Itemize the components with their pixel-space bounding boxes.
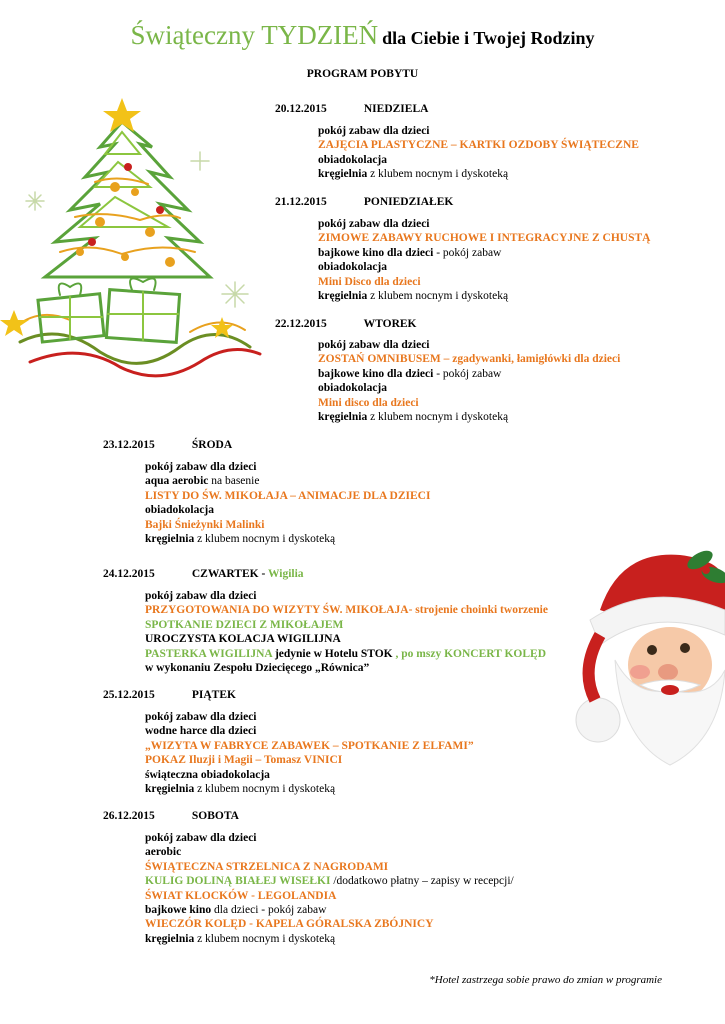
activity-text: pokój zabaw dla dzieci [145,461,257,473]
activity-text: POKAZ Iluzji i Magii – Tomasz VINICI [145,754,343,767]
day-date: 20.12.2015 [275,103,327,115]
activity-line [145,661,548,675]
activity-text: pokój zabaw dla dzieci [145,832,257,844]
activity-line [318,396,620,410]
activity-text: z klubem nocnym i dyskoteką [367,168,509,181]
day-header: 24.12.2015 CZWARTEK - Wigilia [103,568,304,580]
activity-text: - strojenie choinki tworzenie [408,604,548,617]
activity-line [318,367,620,381]
activity-text: w wykonaniu Zespołu Dziecięcego „Równica” [145,662,370,675]
activity-line [318,275,650,289]
activity-line [145,739,474,753]
activity-line [145,589,548,603]
activity-text: pokój zabaw dla dzieci [318,339,430,351]
activity-text: Mini Disco dla dzieci [318,275,421,288]
activity-text: kręgielnia [145,533,195,546]
activity-line [318,381,620,395]
activity-text: obiadokolacja [318,153,388,166]
day-header [103,439,232,451]
activity-line [145,768,474,782]
day-header [275,318,417,330]
activity-line [318,138,639,152]
activity-text: UROCZYSTA KOLACJA WIGILIJNA [145,633,341,646]
activity-text: kręgielnia [145,783,195,796]
day-activities [318,124,639,182]
activity-line [318,260,650,274]
activity-line [145,917,514,931]
activity-line [145,474,430,488]
activity-line [318,167,639,181]
activity-text: ŚWIĄTECZNA STRZELNICA Z NAGRODAMI [145,860,389,873]
footnote: *Hotel zastrzega sobie prawo do zmian w programie [429,974,662,986]
program-subtitle: PROGRAM POBYTU [306,68,419,80]
activity-line [145,489,430,503]
title-highlight: Świąteczny TYDZIEŃ [130,20,379,50]
activity-line [318,246,650,260]
day-header [275,196,453,208]
activity-text: dla dzieci - pokój zabaw [211,904,327,917]
activity-text: na basenie [208,475,260,488]
activity-line [145,518,430,532]
day-activities [145,460,430,546]
day-date: 25.12.2015 [103,689,155,701]
activity-text: KULIG DOLINĄ BIAŁEJ WISEŁKI [145,875,331,888]
activity-line [318,231,650,245]
activity-text: kręgielnia [145,932,195,945]
activity-text: PRZYGOTOWANIA DO WIZYTY ŚW. MIKOŁAJA [145,604,409,617]
activity-line [145,831,514,845]
document-title [0,20,725,51]
christmas-tree-illustration [0,92,268,398]
day-name: WTOREK [363,318,417,330]
activity-text: WIECZÓR KOLĘD - KAPELA GÓRALSKA ZBÓJNICY [145,918,434,931]
activity-line [318,338,620,352]
activity-text: pokój zabaw dla dzieci [318,218,430,230]
activity-line [145,532,430,546]
activity-line [318,352,620,366]
day-date: 23.12.2015 [103,439,155,451]
activity-line [318,289,650,303]
activity-line [145,782,474,796]
activity-text: obiadokolacja [318,382,388,395]
activity-text: aqua aerobic [145,475,209,488]
activity-text: SPOTKANIE DZIECI Z MIKOŁAJEM [145,618,344,631]
activity-text: , po mszy KONCERT KOLĘD [392,647,547,660]
activity-text: - pokój zabaw [433,246,502,259]
day-activities [318,338,620,424]
day-header [103,810,239,822]
activity-text: bajkowe kino dla dzieci [318,246,434,259]
day-header [103,689,236,701]
activity-text: z klubem nocnym i dyskoteką [367,290,509,303]
activity-text: LISTY DO ŚW. MIKOŁAJA – ANIMACJE DLA DZIECI [145,489,431,502]
activity-line [318,124,639,138]
day-extra: Wigilia [267,568,304,580]
activity-line [145,710,474,724]
day-name: ŚRODA [191,439,233,451]
activity-text: ŚWIAT KLOCKÓW - LEGOLANDIA [145,889,337,902]
activity-text: ZAJĘCIA PLASTYCZNE – KARTKI OZDOBY ŚWIĄTECZNE [318,139,639,152]
day-name: CZWARTEK [191,568,259,580]
activity-text: kręgielnia [318,290,368,303]
activity-text: obiadokolacja [145,504,215,517]
day-activities [318,217,650,303]
day-date: 22.12.2015 [275,318,327,330]
activity-text: Mini disco dla dzieci [318,396,419,409]
activity-text: pokój zabaw dla dzieci [318,125,430,137]
activity-line [145,603,548,617]
activity-text: ZIMOWE ZABAWY RUCHOWE I INTEGRACYJNE Z CHUSTĄ [318,232,651,245]
activity-text: jedynie w Hotelu STOK [272,647,393,660]
activity-text: świąteczna obiadokolacja [145,768,270,781]
activity-line [145,647,548,661]
activity-text: pokój zabaw dla dzieci [145,590,257,602]
activity-text: z klubem nocnym i dyskoteką [194,783,336,796]
activity-line [145,932,514,946]
activity-line [318,217,650,231]
activity-text: „WIZYTA W FABRYCE ZABAWEK – SPOTKANIE Z ELFAMI” [145,739,474,752]
activity-text: /dodatkowo płatny – zapisy w recepcji/ [330,875,514,888]
activity-text: aerobic [145,846,182,859]
activity-text: kręgielnia [318,168,368,181]
activity-text: PASTERKA WIGILIJNA [145,647,273,660]
activity-line [145,618,548,632]
day-name: SOBOTA [191,810,239,822]
activity-line [145,860,514,874]
activity-line [145,874,514,888]
activity-text: Bajki Śnieżynki Malinki [145,518,265,531]
day-date: 24.12.2015 [103,568,155,580]
activity-text: bajkowe kino [145,904,212,917]
day-date: 21.12.2015 [275,196,327,208]
day-activities [145,710,474,796]
activity-line [145,889,514,903]
activity-line [318,153,639,167]
activity-line [145,460,430,474]
day-name: PIĄTEK [191,689,236,701]
activity-text: z klubem nocnym i dyskoteką [367,411,509,424]
activity-text: - pokój zabaw [433,367,502,380]
day-activities [145,831,514,946]
day-date: 26.12.2015 [103,810,155,822]
day-name: NIEDZIELA [363,103,429,115]
day-activities [145,589,548,675]
day-name: PONIEDZIAŁEK [363,196,454,208]
activity-line [145,503,430,517]
activity-text: wodne harce dla dzieci [145,725,257,738]
activity-line [318,410,620,424]
activity-line [145,845,514,859]
activity-text: bajkowe kino dla dzieci [318,367,434,380]
activity-text: z klubem nocnym i dyskoteką [194,932,336,945]
day-header [275,103,428,115]
activity-line [145,632,548,646]
title-rest: dla Ciebie i Twojej Rodziny [382,28,595,48]
activity-text: kręgielnia [318,411,368,424]
activity-text: ZOSTAŃ OMNIBUSEM – zgadywanki, łamigłówki dla dzieci [318,353,621,366]
activity-text: z klubem nocnym i dyskoteką [194,533,336,546]
santa-claus-illustration [560,540,725,780]
activity-text: pokój zabaw dla dzieci [145,711,257,723]
activity-text: obiadokolacja [318,261,388,274]
activity-line [145,753,474,767]
activity-line [145,724,474,738]
activity-line [145,903,514,917]
